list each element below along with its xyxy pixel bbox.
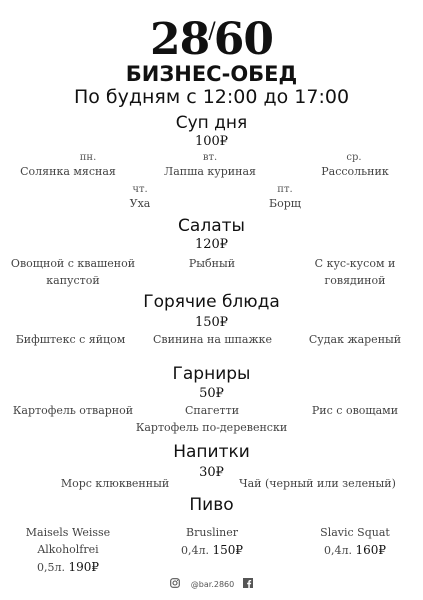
beer-item-1-name: Maisels Weisse: [25, 526, 111, 539]
salad-item-3-line2: говядиной: [324, 274, 386, 287]
sides-price: 50₽: [199, 386, 224, 401]
salad-item-1: Овощной с квашеной: [10, 257, 136, 270]
beer-item-1-volume: 0,5л.: [36, 561, 65, 574]
footer-handle[interactable]: @bar.2860: [190, 580, 235, 589]
hot-price: 150₽: [194, 315, 229, 330]
hot-heading: Горячие блюда: [143, 292, 280, 312]
page-title: БИЗНЕС-ОБЕД: [125, 62, 298, 86]
salad-item-3: С кус-кусом и: [314, 257, 396, 270]
sides-heading: Гарниры: [172, 364, 251, 384]
logo: [0, 8, 423, 64]
beer-item-1-price-value: 190₽: [68, 560, 100, 574]
hot-item-3: Судак жареный: [308, 333, 402, 346]
soup-heading: Суп дня: [175, 113, 248, 133]
soup-day-wed: ср.: [346, 152, 362, 163]
beer-item-3-price-value: 160₽: [355, 543, 387, 557]
soup-day-fri: пт.: [277, 184, 293, 195]
instagram-icon[interactable]: [170, 578, 180, 591]
drinks-item-2: Чай (черный или зеленый): [239, 477, 396, 490]
sides-item-4: Картофель по-деревенски: [135, 421, 288, 434]
salad-item-1-line2: капустой: [46, 274, 100, 287]
logo-right: 60: [213, 14, 273, 65]
beer-item-2-price: [147, 543, 277, 558]
hot-item-1: Бифштекс с яйцом: [15, 333, 126, 346]
soup-dish-wed: Рассольник: [321, 165, 389, 178]
beer-item-3-volume: 0,4л.: [323, 544, 352, 557]
beer-item-1-price: [3, 560, 133, 575]
sides-item-1: Картофель отварной: [12, 404, 134, 417]
logo-slash: /: [208, 19, 215, 44]
beer-item-2-name: Brusliner: [186, 526, 238, 539]
beer-item-1-name2: Alkoholfrei: [37, 543, 99, 556]
soup-dish-thu: Уха: [129, 197, 151, 210]
soup-dish-fri: Борщ: [269, 197, 301, 210]
footer: [0, 578, 423, 591]
soup-day-thu: чт.: [132, 184, 148, 195]
logo-left: 28: [150, 14, 210, 65]
sides-item-2: Спагетти: [184, 404, 240, 417]
page-subtitle: По будням с 12:00 до 17:00: [73, 86, 350, 108]
facebook-icon[interactable]: [243, 578, 253, 591]
drinks-price: 30₽: [199, 465, 224, 480]
beer-item-3-name: Slavic Squat: [320, 526, 390, 539]
soup-dish-tue: Лапша куриная: [164, 165, 256, 178]
sides-item-3: Рис с овощами: [311, 404, 399, 417]
salad-item-2: Рыбный: [188, 257, 236, 270]
hot-item-2: Свинина на шпажке: [153, 333, 272, 346]
soup-price: 100₽: [194, 134, 229, 149]
salads-heading: Салаты: [178, 216, 245, 236]
beer-item-3-price: [290, 543, 420, 558]
beer-item-2-volume: 0,4л.: [180, 544, 209, 557]
soup-day-mon: пн.: [79, 152, 97, 163]
beer-item-2-price-value: 150₽: [212, 543, 244, 557]
drinks-heading: Напитки: [173, 442, 250, 462]
soup-day-tue: вт.: [202, 152, 218, 163]
soup-dish-mon: Солянка мясная: [20, 165, 116, 178]
beer-heading: Пиво: [189, 495, 234, 515]
drinks-item-1: Морс клюквенный: [60, 477, 170, 490]
salads-price: 120₽: [194, 237, 229, 252]
